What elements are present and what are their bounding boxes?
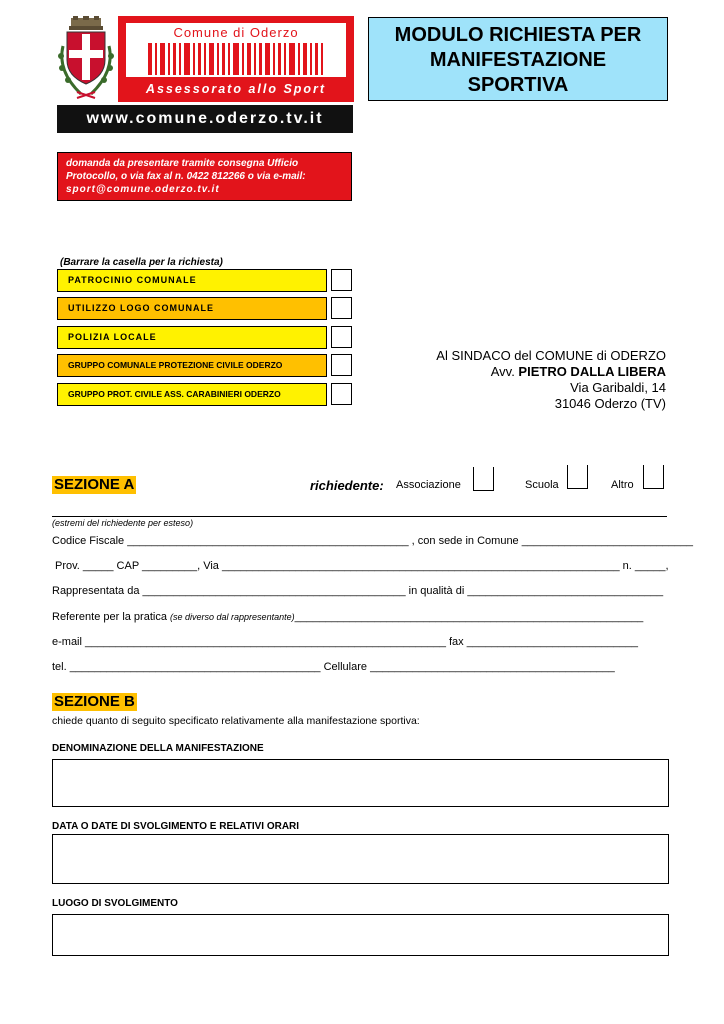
referente-note: (se diverso dal rappresentante) xyxy=(170,612,295,622)
comune-logo xyxy=(118,16,354,102)
section-b-subtitle: chiede quanto di seguito specificato relativamente alla manifestazione sportiva: xyxy=(52,715,420,727)
referente-blank: _________________________________________________________ xyxy=(294,611,644,623)
recipient-title: Avv. xyxy=(490,364,519,379)
richiedente-name-line[interactable] xyxy=(52,516,667,517)
form-title-line1: MODULO RICHIESTA PER xyxy=(394,24,642,46)
option-carabinieri: GRUPPO PROT. CIVILE ASS. CARABINIERI ODERZO xyxy=(57,383,327,406)
recipient-line1: Al SINDACO del COMUNE di ODERZO xyxy=(436,348,666,363)
submission-notice xyxy=(57,152,352,201)
choice-associazione-checkbox[interactable] xyxy=(473,467,494,491)
option-protezione-civile: GRUPPO COMUNALE PROTEZIONE CIVILE ODERZO xyxy=(57,354,327,377)
estremi-note: (estremi del richiedente per esteso) xyxy=(52,518,194,528)
tel-cell-line[interactable]: tel. _________________________________________ Cellulare ________________________________________ xyxy=(52,661,615,673)
referente-line[interactable] xyxy=(52,611,643,623)
denominazione-label: DENOMINAZIONE DELLA MANIFESTAZIONE xyxy=(52,743,264,754)
referente-label: Referente per la pratica xyxy=(52,611,171,623)
notice-line2: Protocollo, o via fax al n. 0422 812266 o via e-mail: xyxy=(66,171,306,182)
barcode-graphic xyxy=(148,43,323,75)
notice-line1: domanda da presentare tramite consegna Ufficio xyxy=(66,158,299,169)
recipient-line2 xyxy=(436,364,666,380)
logo-inner xyxy=(126,23,346,77)
luogo-label: LUOGO DI SVOLGIMENTO xyxy=(52,898,178,909)
luogo-field[interactable] xyxy=(52,914,669,956)
rappresentante-line[interactable]: Rappresentata da ___________________________________________ in qualità di ________________________________ xyxy=(52,585,664,597)
option-logo: UTILIZZO LOGO COMUNALE xyxy=(57,297,327,320)
option-patrocinio: PATROCINIO COMUNALE xyxy=(57,269,327,292)
form-title-line2: MANIFESTAZIONE xyxy=(429,49,607,71)
date-label: DATA O DATE DI SVOLGIMENTO E RELATIVI ORARI xyxy=(52,821,300,832)
recipient-line3: Via Garibaldi, 14 xyxy=(570,380,666,395)
choice-scuola-label: Scuola xyxy=(525,479,559,491)
checkbox-patrocinio[interactable] xyxy=(331,269,352,291)
recipient-line4: 31046 Oderzo (TV) xyxy=(554,396,666,411)
choice-associazione-label: Associazione xyxy=(396,479,461,491)
email-fax-line[interactable]: e-mail ___________________________________________________________ fax ____________________________ xyxy=(52,636,639,648)
request-instruction: (Barrare la casella per la richiesta) xyxy=(60,257,223,268)
website-banner: www.comune.oderzo.tv.it xyxy=(57,105,353,133)
choice-scuola-checkbox[interactable] xyxy=(567,465,588,489)
richiedente-label: richiedente: xyxy=(310,478,384,493)
choice-altro-label: Altro xyxy=(611,479,634,491)
codice-fiscale-line[interactable]: Codice Fiscale ______________________________________________ , con sede in Comune ____________________________ xyxy=(52,535,694,547)
checkbox-polizia[interactable] xyxy=(331,326,352,348)
denominazione-field[interactable] xyxy=(52,759,669,807)
address-line[interactable]: Prov. _____ CAP _________, Via _________________________________________________________________ n. _____, xyxy=(55,560,669,572)
assessorato-label: Assessorato allo Sport xyxy=(145,82,327,96)
recipient-name: PIETRO DALLA LIBERA xyxy=(518,364,666,379)
comune-name: Comune di Oderzo xyxy=(173,25,299,40)
form-title xyxy=(368,17,668,101)
checkbox-carabinieri[interactable] xyxy=(331,383,352,405)
choice-altro-checkbox[interactable] xyxy=(643,465,664,489)
section-b-title: SEZIONE B xyxy=(54,693,135,710)
recipient-address xyxy=(436,348,666,412)
checkbox-logo[interactable] xyxy=(331,297,352,319)
section-a-title: SEZIONE A xyxy=(54,476,135,493)
checkbox-protezione-civile[interactable] xyxy=(331,354,352,376)
oderzo-crest-logo xyxy=(55,16,117,102)
option-polizia: POLIZIA LOCALE xyxy=(57,326,327,349)
date-field[interactable] xyxy=(52,834,669,884)
notice-line3: sport@comune.oderzo.tv.it xyxy=(66,184,220,195)
form-title-line3: SPORTIVA xyxy=(467,74,569,96)
